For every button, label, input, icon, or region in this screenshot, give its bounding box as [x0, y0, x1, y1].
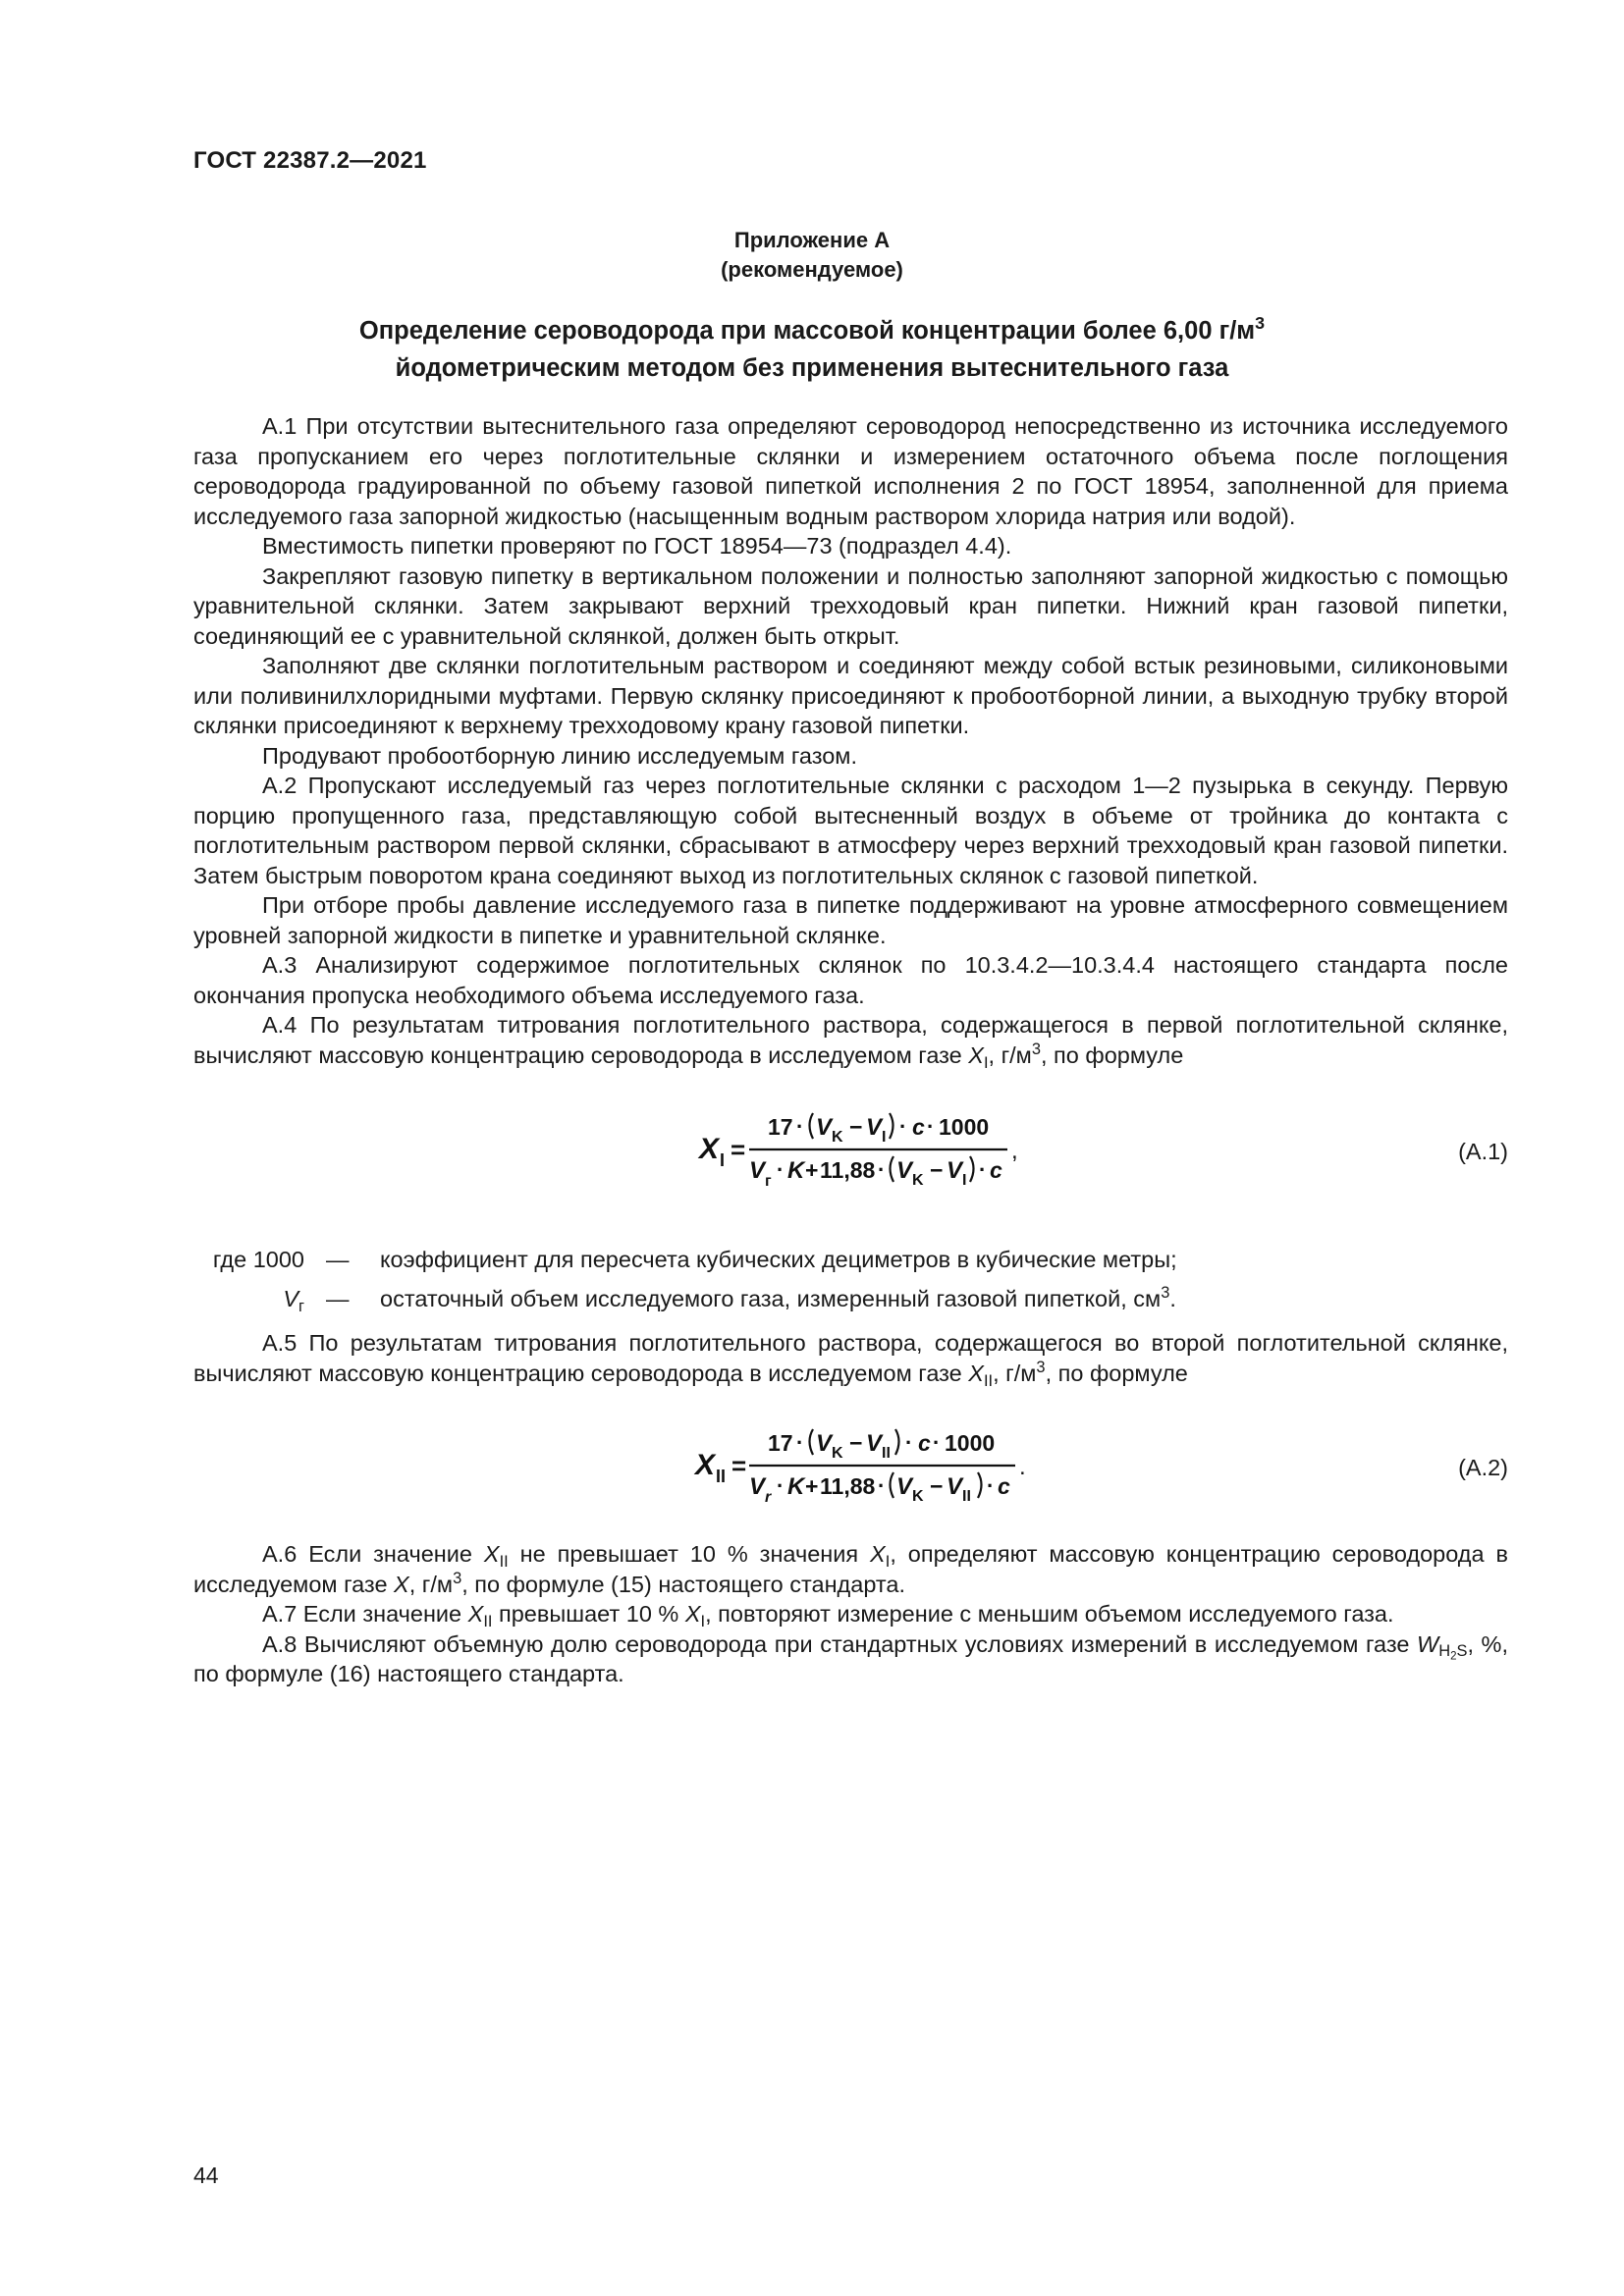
- text: А.8 Вычисляют объемную долю сероводорода при стандартных условиях измерений в исследуемом газе: [262, 1630, 1418, 1657]
- num-v-sub: K: [832, 1445, 843, 1462]
- den-v2: V: [947, 1157, 963, 1184]
- formula-lhs: X: [699, 1133, 720, 1165]
- den-c: c: [990, 1157, 1002, 1183]
- num-v2-sub: I: [882, 1129, 887, 1146]
- den-v: V: [749, 1473, 766, 1500]
- body-text-a6-a8: [193, 1539, 1508, 1689]
- sup: 3: [453, 1569, 462, 1587]
- formula-lhs-sub: I: [720, 1150, 726, 1170]
- den-k: K: [787, 1473, 805, 1500]
- paragraph-a4: [193, 1010, 1508, 1070]
- den-v-sub: г: [765, 1173, 772, 1190]
- text: , по формуле: [1045, 1360, 1188, 1386]
- paragraph-a8: [193, 1629, 1508, 1689]
- den-coef: 11,88: [820, 1473, 876, 1499]
- formula-a1-graphic: [687, 1097, 1100, 1196]
- paragraph-a5: [193, 1328, 1508, 1388]
- dot-op: ·: [878, 1157, 886, 1182]
- where-dash: —: [326, 1247, 350, 1272]
- paragraph: При отборе пробы давление исследуемого газа в пипетке поддерживают на уровне атмосферного совмещением уровней запорной жидкости в пипетке и уравнительной склянке.: [193, 892, 1508, 948]
- num-v2: V: [866, 1430, 883, 1457]
- num-v: V: [816, 1114, 833, 1141]
- formula-trailing-punct: .: [1019, 1454, 1026, 1480]
- sub: I: [700, 1612, 706, 1630]
- where-row: [193, 1247, 1508, 1282]
- dot-op: ·: [905, 1430, 913, 1455]
- sub: II: [983, 1371, 994, 1390]
- den-plus: +: [805, 1473, 819, 1499]
- formula-a2: [0, 1414, 1624, 1512]
- text: , определяют массовую концентрацию сероводорода в исследуемом газе: [193, 1541, 1508, 1597]
- sup: 3: [1161, 1283, 1170, 1302]
- text: , повторяют измерение с меньшим объемом исследуемого газа.: [705, 1601, 1394, 1627]
- sup: 3: [1036, 1358, 1046, 1376]
- var: X: [684, 1601, 701, 1627]
- sub: г: [298, 1297, 304, 1315]
- equation-number: (А.2): [1458, 1455, 1508, 1480]
- formula-equals: =: [731, 1135, 746, 1164]
- formula-trailing-punct: ,: [1011, 1138, 1018, 1164]
- formula-a1: [0, 1097, 1624, 1196]
- den-v1: V: [896, 1157, 913, 1184]
- num-v2-sub: II: [882, 1445, 891, 1462]
- num-v2: V: [866, 1114, 883, 1141]
- formula-equals: =: [731, 1451, 747, 1480]
- den-v: V: [749, 1157, 766, 1184]
- text: , г/м: [408, 1571, 454, 1597]
- dot-op: ·: [927, 1114, 935, 1139]
- paren-left: [891, 1156, 894, 1182]
- formula-lhs-sub: II: [716, 1467, 727, 1486]
- where-row: [193, 1283, 1508, 1321]
- den-v-sub: r: [765, 1489, 772, 1506]
- title-superscript: 3: [1255, 313, 1266, 334]
- dot-op: ·: [933, 1430, 941, 1455]
- dot-op: ·: [777, 1157, 785, 1182]
- num-minus: −: [849, 1430, 863, 1456]
- text: превышает 10 %: [492, 1601, 685, 1627]
- den-v2-sub: I: [962, 1172, 967, 1189]
- den-v2-sub: II: [962, 1488, 971, 1505]
- sub-h: H: [1438, 1642, 1451, 1661]
- den-coef: 11,88: [820, 1157, 876, 1183]
- annex-title: Приложение А: [733, 228, 891, 252]
- text: А.6 Если значение: [262, 1541, 484, 1567]
- paragraph: Заполняют две склянки поглотительным раствором и соединяют между собой встык резиновыми, силиконовыми или поливинилхлоридными муфтами. Первую склянку присоединяют к пробоотборной линии, а выходную трубку второй склянки присоединяют к верхнему трехходовому крану газовой пипетки.: [193, 653, 1508, 738]
- paren-left: [810, 1429, 814, 1455]
- sup: 3: [1031, 1040, 1041, 1058]
- sub: I: [885, 1552, 891, 1571]
- num-1000: 1000: [945, 1430, 996, 1456]
- equation-number: (А.1): [1458, 1139, 1508, 1164]
- num-minus: −: [849, 1114, 863, 1140]
- den-k: K: [787, 1157, 805, 1184]
- den-plus: +: [805, 1157, 819, 1183]
- text: , по формуле (15) настоящего стандарта.: [461, 1571, 905, 1597]
- paragraph: Вместимость пипетки проверяют по ГОСТ 18954—73 (подраздел 4.4).: [262, 533, 1012, 559]
- where-term: [193, 1286, 304, 1315]
- num-1000: 1000: [939, 1114, 990, 1140]
- text: А.4 По результатам титрования поглотительного раствора, содержащегося в первой поглотительной склянке, вычисляют массовую концентрацию сероводорода в исследуемом газе: [193, 1012, 1508, 1068]
- where-definition: [380, 1283, 1176, 1312]
- den-v1-sub: K: [912, 1488, 924, 1505]
- text: , г/м: [993, 1360, 1037, 1386]
- annex-status: (рекомендуемое): [721, 257, 903, 282]
- paren-right: [895, 1429, 899, 1455]
- text: , %, по формуле (16) настоящего стандарта.: [193, 1630, 1508, 1686]
- var: V: [283, 1286, 298, 1311]
- formula-a2-graphic: [687, 1414, 1100, 1512]
- text: А.7 Если значение: [262, 1601, 468, 1627]
- document-title-line-2: йодометрическим методом без применения вытеснительного газа: [395, 354, 1229, 382]
- dot-op: ·: [878, 1473, 886, 1498]
- where-dash: —: [326, 1286, 350, 1311]
- text: , по формуле: [1041, 1041, 1184, 1068]
- document-title-line-1: [0, 312, 1624, 349]
- den-minus: −: [930, 1473, 944, 1499]
- var: X: [968, 1360, 984, 1386]
- num-v-sub: K: [832, 1129, 843, 1146]
- page-number: 44: [193, 2163, 219, 2188]
- den-minus: −: [930, 1157, 944, 1183]
- sub-2: 2: [1450, 1650, 1457, 1663]
- dot-op: ·: [777, 1473, 785, 1498]
- sub: [1438, 1642, 1468, 1663]
- paren-left: [891, 1472, 894, 1498]
- num-v: V: [816, 1430, 833, 1457]
- paragraph: Продувают пробоотборную линию исследуемым газом.: [262, 742, 857, 769]
- paren-right: [970, 1156, 974, 1182]
- where-lead: где: [212, 1247, 247, 1272]
- num-c: c: [912, 1114, 925, 1140]
- den-c: c: [998, 1473, 1010, 1499]
- sub-s: S: [1456, 1642, 1468, 1661]
- text: не превышает 10 % значения: [508, 1541, 871, 1567]
- var: X: [968, 1041, 984, 1068]
- paren-right: [978, 1472, 982, 1498]
- paragraph-a2: А.2 Пропускают исследуемый газ через поглотительные склянки с расходом 1—2 пузырька в секунду. Первую порцию пропущенного газа, представляющую собой вытесненный воздух в объеме от тройника до контакта с поглотительным раствором первой склянки, сбрасывают в атмосферу через верхний трехходовый кран газовой пипетки. Затем быстрым поворотом крана соединяют выход из поглотительных склянок с газовой пипеткой.: [193, 773, 1508, 888]
- paragraph-a3: А.3 Анализируют содержимое поглотительных склянок по 10.3.4.2—10.3.4.4 настоящего стандарта после окончания пропуска необходимого объема исследуемого газа.: [193, 952, 1508, 1008]
- dot-op: ·: [796, 1114, 804, 1139]
- formula-lhs: X: [695, 1449, 716, 1481]
- where-definition: коэффициент для пересчета кубических дециметров в кубические метры;: [380, 1247, 1177, 1272]
- den-v2: V: [947, 1473, 963, 1500]
- var: X: [467, 1601, 484, 1627]
- paragraph-a7: [193, 1599, 1508, 1629]
- dot-op: ·: [987, 1473, 995, 1498]
- var: X: [483, 1541, 500, 1567]
- paren-left: [810, 1113, 814, 1139]
- where-block: [193, 1247, 1508, 1321]
- paragraph-a6: [193, 1539, 1508, 1599]
- paragraph-a1: А.1 При отсутствии вытеснительного газа определяют сероводород непосредственно из источника исследуемого газа пропусканием его через поглотительные склянки и измерением остаточного объема после поглощения сероводорода градуированной по объему газовой пипеткой исполнения 2 по ГОСТ 18954, заполненной для приема исследуемого газа запорной жидкостью (насыщенным водным раствором хлорида натрия или водой).: [193, 413, 1508, 529]
- sub: II: [483, 1612, 493, 1630]
- sub: II: [499, 1552, 509, 1571]
- standard-header: ГОСТ 22387.2—2021: [193, 147, 427, 174]
- title-text: Определение сероводорода при массовой концентрации более 6,00 г/м: [358, 317, 1256, 345]
- text: А.5 По результатам титрования поглотительного раствора, содержащегося во второй поглотительной склянке, вычисляют массовую концентрацию сероводорода в исследуемом газе: [193, 1330, 1508, 1386]
- body-text-a5: [193, 1328, 1508, 1388]
- var: W: [1417, 1630, 1439, 1657]
- dot-op: ·: [899, 1114, 907, 1139]
- paragraph: Закрепляют газовую пипетку в вертикальном положении и полностью заполняют запорной жидкостью с помощью уравнительной склянки. Затем закрывают верхний трехходовый кран пипетки. Нижний кран газовой пипетки, соединяющий ее с уравнительной склянкой, должен быть открыт.: [193, 562, 1508, 649]
- den-v1: V: [896, 1473, 913, 1500]
- where-term: [193, 1247, 304, 1273]
- num-coef: 17: [768, 1430, 793, 1456]
- num-coef: 17: [768, 1114, 793, 1140]
- text: .: [1169, 1286, 1176, 1311]
- var: X: [870, 1541, 886, 1567]
- text: , г/м: [988, 1041, 1032, 1068]
- den-v1-sub: K: [912, 1172, 924, 1189]
- sub: I: [983, 1053, 989, 1072]
- dot-op: ·: [979, 1157, 987, 1182]
- text: остаточный объем исследуемого газа, измеренный газовой пипеткой, см: [380, 1286, 1162, 1311]
- dot-op: ·: [796, 1430, 804, 1455]
- paren-right: [890, 1113, 893, 1139]
- body-text: [193, 411, 1508, 1070]
- num-c: c: [918, 1430, 931, 1456]
- where-term-text: 1000: [252, 1247, 304, 1272]
- var: X: [394, 1571, 409, 1597]
